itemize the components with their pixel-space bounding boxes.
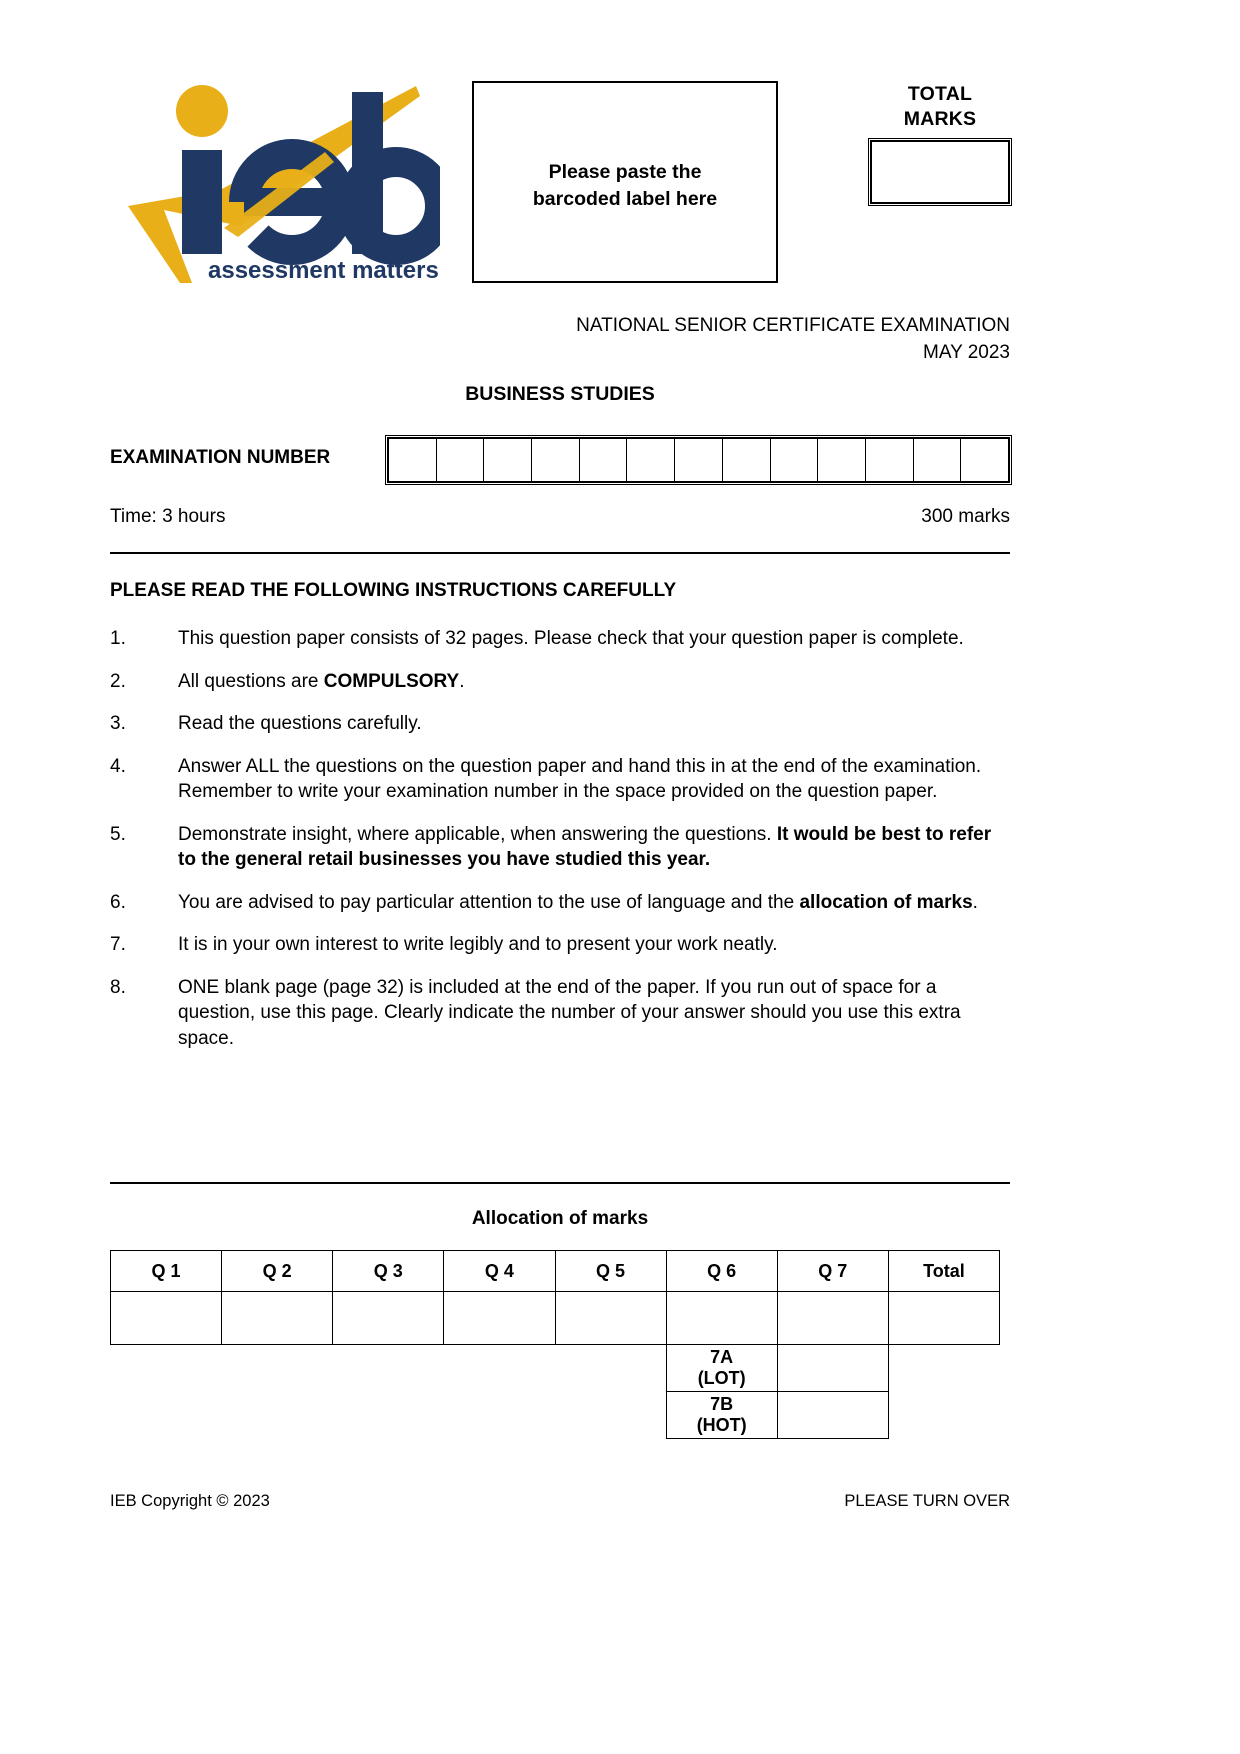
allocation-entry-cell[interactable] — [888, 1292, 999, 1345]
exam-session-line: MAY 2023 — [923, 342, 1010, 363]
allocation-title: Allocation of marks — [471, 1208, 649, 1229]
table-row — [111, 1345, 1000, 1392]
instruction-number: 3. — [110, 713, 126, 734]
copyright-notice: IEB Copyright © 2023 — [110, 1492, 270, 1510]
total-marks-label-line1: TOTAL — [907, 83, 973, 105]
logo-letter-b-bowl — [352, 162, 440, 250]
examination-number-cell[interactable] — [914, 439, 962, 481]
instruction-fragment: This question paper consists of 32 pages. Please check that your question paper is complete. — [178, 628, 964, 649]
page-header — [110, 70, 1010, 295]
examination-number-cell[interactable] — [675, 439, 723, 481]
ieb-logo — [120, 78, 440, 283]
examination-number-cell[interactable] — [771, 439, 819, 481]
instruction-fragment: . — [972, 891, 978, 913]
total-marks-label — [870, 82, 1010, 132]
examination-number-label: EXAMINATION NUMBER — [110, 447, 331, 468]
allocation-spacer-cell — [111, 1392, 222, 1439]
time-and-marks-row — [110, 506, 1010, 528]
logo-i-dot — [176, 85, 228, 137]
instruction-item — [110, 754, 1010, 805]
allocation-subquestion-label — [666, 1392, 777, 1439]
allocation-subquestion-label — [666, 1345, 777, 1392]
total-marks-label-line2: MARKS — [903, 108, 977, 130]
total-marks-box[interactable] — [870, 140, 1010, 204]
barcode-label-box[interactable] — [472, 81, 778, 283]
examination-number-cell[interactable] — [866, 439, 914, 481]
allocation-entry-cell[interactable] — [666, 1292, 777, 1345]
examination-number-cell[interactable] — [818, 439, 866, 481]
allocation-header-cell: Total — [888, 1251, 999, 1292]
examination-number-cell[interactable] — [723, 439, 771, 481]
instruction-text — [178, 711, 1010, 737]
instruction-text — [178, 822, 1010, 873]
table-row — [111, 1392, 1000, 1439]
instruction-fragment: It is in your own interest to write legibly and to present your work neatly. — [178, 934, 778, 955]
instruction-item — [110, 669, 1010, 695]
allocation-subquestion-label-line1: 7A — [710, 1347, 734, 1367]
allocation-spacer-cell — [444, 1345, 555, 1392]
table-header-row — [111, 1251, 1000, 1292]
examination-number-cell[interactable] — [961, 439, 1008, 481]
instruction-fragment: ONE blank page (page 32) is included at the end of the paper. If you run out of space for a question, use this page. Clearly indicate the number of your answer should you use this extra space. — [178, 976, 961, 1049]
allocation-subquestion-label-line2: (LOT) — [697, 1368, 746, 1388]
allocation-subquestion-label-line2: (HOT) — [696, 1415, 747, 1435]
instruction-number: 2. — [110, 670, 126, 692]
allocation-spacer-cell — [111, 1345, 222, 1392]
instruction-number: 4. — [110, 755, 126, 777]
examination-number-cell[interactable] — [580, 439, 628, 481]
allocation-spacer-cell — [555, 1392, 666, 1439]
allocation-of-marks-table — [110, 1250, 1000, 1439]
instruction-number: 7. — [110, 934, 126, 955]
turn-over-notice: PLEASE TURN OVER — [844, 1492, 1010, 1510]
instruction-number: 1. — [110, 628, 126, 649]
examination-number-cell[interactable] — [389, 439, 437, 481]
allocation-spacer-cell — [444, 1392, 555, 1439]
instruction-text — [178, 754, 1010, 805]
allocation-entry-cell[interactable] — [222, 1292, 333, 1345]
exam-board-block — [110, 312, 1010, 366]
page-footer — [110, 1492, 1010, 1511]
instruction-number: 5. — [110, 823, 126, 845]
allocation-entry-cell[interactable] — [777, 1292, 888, 1345]
allocation-spacer-cell — [888, 1345, 999, 1392]
examination-number-cell[interactable] — [532, 439, 580, 481]
allocation-entry-cell[interactable] — [444, 1292, 555, 1345]
allocation-subquestion-label-line1: 7B — [710, 1394, 734, 1414]
page-title: BUSINESS STUDIES — [465, 383, 655, 405]
instruction-item — [110, 711, 1010, 737]
exam-board-line: NATIONAL SENIOR CERTIFICATE EXAMINATION — [576, 315, 1010, 336]
allocation-header-cell: Q 3 — [333, 1251, 444, 1292]
table-row — [111, 1292, 1000, 1345]
examination-number-cell[interactable] — [627, 439, 675, 481]
header-divider — [110, 552, 1010, 554]
instruction-number: 8. — [110, 976, 126, 998]
allocation-entry-cell[interactable] — [111, 1292, 222, 1345]
instruction-item — [110, 822, 1010, 873]
instruction-fragment: . — [459, 670, 465, 692]
allocation-spacer-cell — [333, 1392, 444, 1439]
instruction-item — [110, 932, 1010, 958]
examination-number-cell[interactable] — [437, 439, 485, 481]
allocation-header-cell: Q 6 — [666, 1251, 777, 1292]
instructions-heading: PLEASE READ THE FOLLOWING INSTRUCTIONS CAREFULLY — [110, 580, 677, 601]
examination-number-cell[interactable] — [484, 439, 532, 481]
instruction-fragment: Demonstrate insight, where applicable, when answering the questions. — [178, 823, 777, 845]
instruction-text — [178, 626, 1010, 652]
allocation-header-cell: Q 4 — [444, 1251, 555, 1292]
allocation-entry-cell[interactable] — [333, 1292, 444, 1345]
instruction-fragment: Answer ALL the questions on the question paper and hand this in at the end of the examination. Remember to write your examination number in the space provided on the question paper. — [178, 755, 982, 802]
allocation-header-cell: Q 7 — [777, 1251, 888, 1292]
instruction-number: 6. — [110, 891, 126, 913]
allocation-divider — [110, 1182, 1010, 1184]
allocation-spacer-cell — [888, 1392, 999, 1439]
allocation-subquestion-value[interactable] — [777, 1345, 888, 1392]
instruction-item — [110, 975, 1010, 1052]
allocation-entry-cell[interactable] — [555, 1292, 666, 1345]
instruction-text — [178, 932, 1010, 958]
exam-total-marks: 300 marks — [921, 506, 1010, 527]
instruction-item — [110, 890, 1010, 916]
instruction-fragment: All questions are — [178, 670, 324, 692]
allocation-header-cell: Q 1 — [111, 1251, 222, 1292]
allocation-header-cell: Q 2 — [222, 1251, 333, 1292]
barcode-instruction-line1: Please paste the — [548, 161, 702, 183]
barcode-instruction-line2: barcoded label here — [532, 188, 718, 210]
instruction-text — [178, 669, 1010, 695]
instruction-text — [178, 975, 1010, 1052]
barcode-instruction — [474, 159, 776, 213]
allocation-spacer-cell — [222, 1392, 333, 1439]
allocation-subquestion-value[interactable] — [777, 1392, 888, 1439]
exam-duration: Time: 3 hours — [110, 506, 226, 527]
examination-number-row — [110, 437, 1010, 483]
allocation-spacer-cell — [222, 1345, 333, 1392]
instruction-emphasis: It would be best to refer to the general retail businesses you have studied this year. — [178, 823, 992, 870]
logo-tagline: assessment matters — [208, 257, 439, 283]
instructions-list — [110, 626, 1010, 1068]
logo-letter-i — [182, 150, 222, 254]
allocation-spacer-cell — [555, 1345, 666, 1392]
allocation-header-cell: Q 5 — [555, 1251, 666, 1292]
total-marks-group — [870, 82, 1010, 204]
examination-number-input[interactable] — [387, 437, 1010, 483]
instruction-text — [178, 890, 1010, 916]
instruction-fragment: Read the questions carefully. — [178, 713, 422, 734]
allocation-spacer-cell — [333, 1345, 444, 1392]
instruction-emphasis: allocation of marks — [799, 891, 973, 913]
instruction-fragment: You are advised to pay particular attention to the use of language and the — [178, 891, 800, 913]
instruction-item — [110, 626, 1010, 652]
instruction-emphasis: COMPULSORY — [323, 670, 460, 692]
